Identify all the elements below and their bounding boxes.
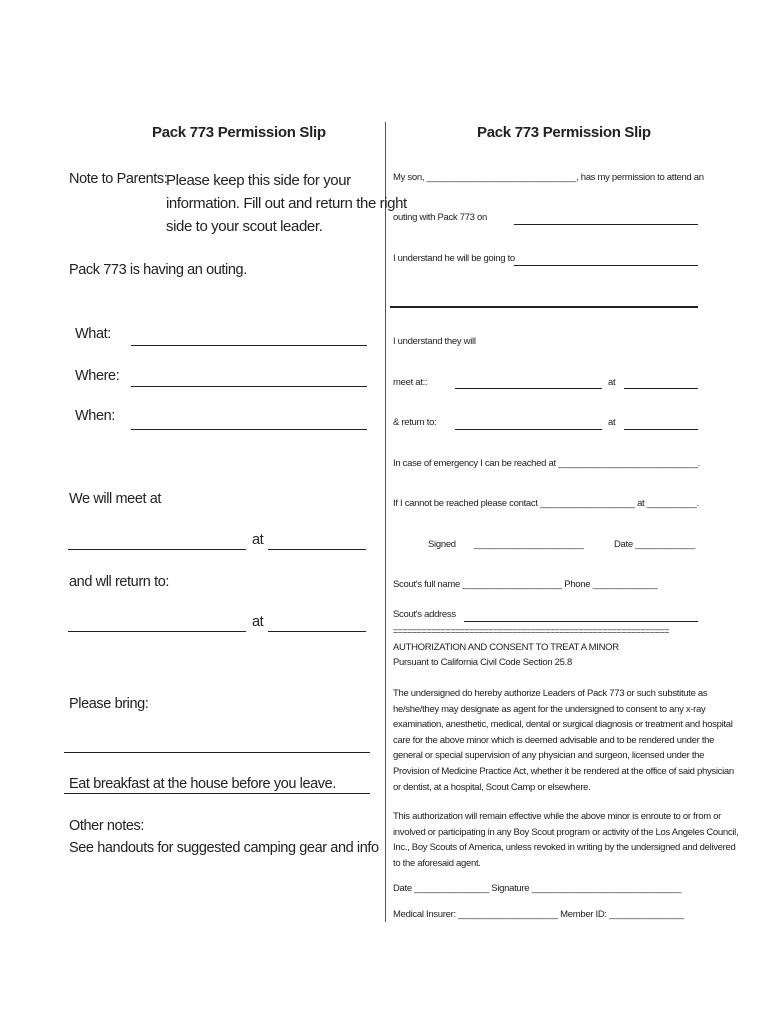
going-field[interactable] (514, 265, 698, 266)
signed-field[interactable]: ______________________ (474, 539, 584, 550)
what-label: What: (75, 326, 111, 342)
son-suffix: , has my permission to attend an (576, 172, 704, 183)
son-name-field[interactable]: ______________________________ (426, 172, 577, 183)
insurer-line[interactable]: Medical Insurer: ____________________ Member ID: _______________ (393, 909, 684, 920)
left-title: Pack 773 Permission Slip (152, 124, 326, 141)
return-label: and wll return to: (69, 574, 169, 590)
meet-label: We will meet at (69, 491, 162, 507)
signed-date-field[interactable]: Date ____________ (614, 539, 696, 550)
destination-field[interactable] (390, 306, 698, 308)
emergency-line[interactable]: In case of emergency I can be reached at ____________________________. (393, 458, 701, 469)
other-notes-label: Other notes: (69, 818, 144, 834)
where-label: Where: (75, 368, 120, 384)
return-at-label: at (252, 614, 264, 630)
scout-address-label: Scout's address (393, 609, 456, 620)
other-notes-text: See handouts for suggested camping gear and info (69, 840, 379, 856)
separator-line: ========================================================== (393, 626, 669, 636)
son-prefix: My son, (393, 172, 425, 183)
bring-field[interactable] (64, 752, 370, 753)
son-line (393, 172, 704, 183)
breakfast-underline (64, 793, 370, 794)
contact-line[interactable]: If I cannot be reached please contact ___________________ at __________. (393, 498, 699, 509)
what-field[interactable] (131, 345, 367, 346)
auth-heading: AUTHORIZATION AND CONSENT TO TREAT A MINOR (393, 642, 619, 653)
return-time-field[interactable] (268, 631, 366, 632)
bring-label: Please bring: (69, 696, 149, 712)
meet-at-right-label: meet at:: (393, 377, 428, 388)
meet-at-right-field[interactable] (455, 388, 602, 389)
return-place-field[interactable] (68, 631, 246, 632)
meet-at-right-time-field[interactable] (624, 388, 698, 389)
note-text: Please keep this side for your information. Fill out and return the right side to your scout leader. (166, 172, 407, 235)
scout-name-line[interactable]: Scout's full name ____________________ Phone _____________ (393, 579, 658, 590)
center-divider (385, 122, 386, 922)
return-to-right-time-field[interactable] (624, 429, 698, 430)
return-to-right-at: at (608, 417, 616, 428)
meet-at-label: at (252, 532, 264, 548)
where-field[interactable] (131, 386, 367, 387)
signed-label: Signed (428, 539, 456, 550)
right-title: Pack 773 Permission Slip (477, 124, 651, 141)
return-to-right-field[interactable] (455, 429, 602, 430)
going-label: I understand he will be going to (393, 253, 515, 264)
outing-date-label: outing with Pack 773 on (393, 212, 487, 223)
scout-address-field[interactable] (464, 621, 698, 622)
effective-paragraph: This authorization will remain effective while the above minor is enroute to or from or involved or participating in any Boy Scout program or activity of the Los Angeles Council, Inc., Boy Scouts of America, unless revoked in writing by the undersigned and delivered to the aforesaid agent. (393, 811, 739, 869)
date-signature-line[interactable]: Date _______________ Signature ______________________________ (393, 883, 682, 894)
note-label: Note to Parents: (69, 171, 168, 187)
auth-subheading: Pursuant to California Civil Code Section 25.8 (393, 657, 572, 668)
auth-paragraph: The undersigned do hereby authorize Leaders of Pack 773 or such substitute as he/she/they may designate as agent for the undersigned to consent to any x-ray examination, anesthetic, medical, dental or surgical diagnosis or treatment and hospital care for the above minor which is deemed advisable and to be rendered under the general or special supervision of any physician and surgeon, licensed under the Provision of Medicine Practice Act, whether it be rendered at the office of said physician or dentist, at a hospital, Scout Camp or elsewhere. (393, 688, 734, 793)
meet-at-right-at: at (608, 377, 616, 388)
when-label: When: (75, 408, 115, 424)
return-to-right-label: & return to: (393, 417, 437, 428)
meet-time-field[interactable] (268, 549, 366, 550)
understand-they-label: I understand they will (393, 336, 476, 347)
outing-text: Pack 773 is having an outing. (69, 262, 247, 278)
breakfast-text: Eat breakfast at the house before you leave. (69, 776, 336, 792)
meet-place-field[interactable] (68, 549, 246, 550)
outing-date-field[interactable] (514, 224, 698, 225)
when-field[interactable] (131, 429, 367, 430)
